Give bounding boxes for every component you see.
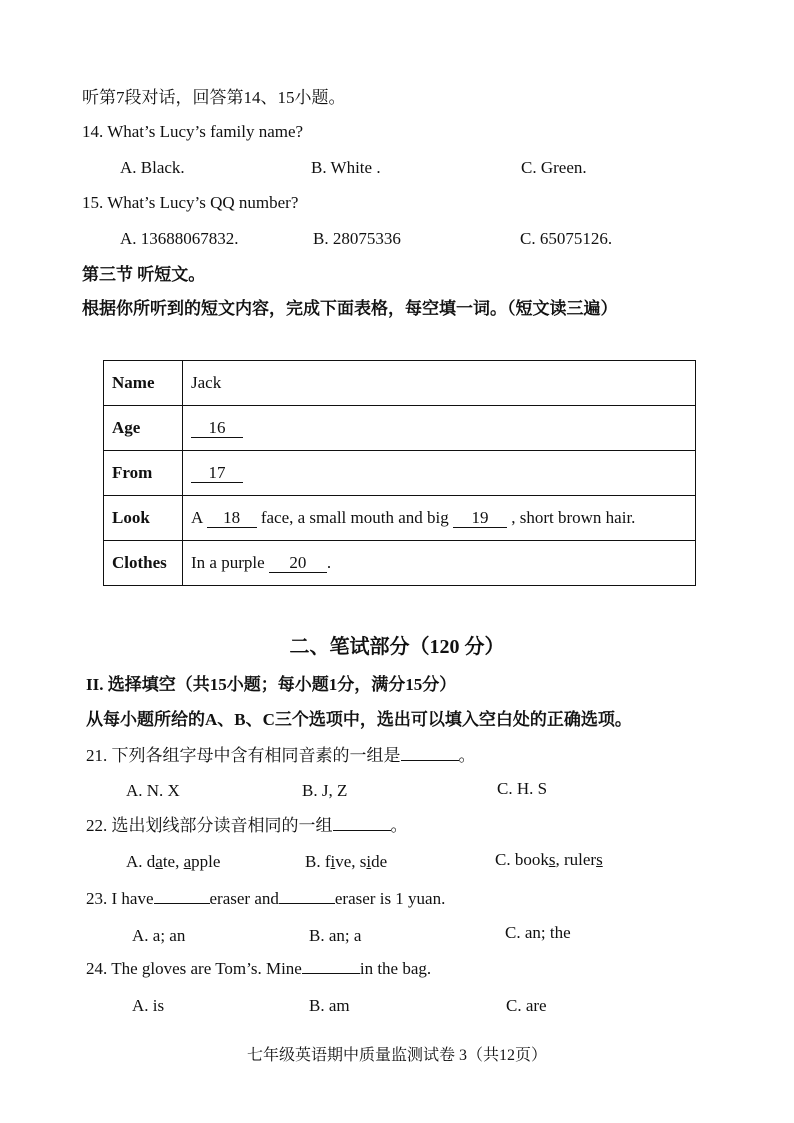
question-24-option-b: B. am <box>309 996 350 1015</box>
table-row <box>104 406 696 451</box>
question-22-text <box>86 815 408 837</box>
question-22-option-a <box>126 851 220 873</box>
part3-title: 第三节 听短文。 <box>82 265 206 284</box>
question-15-text: 15. What’s Lucy’s QQ number? <box>82 193 299 212</box>
question-22-option-b <box>305 851 387 873</box>
answer-blank <box>333 830 391 831</box>
question-15-option-b: B. 28075336 <box>313 229 401 248</box>
blank-16: 16 <box>191 419 243 438</box>
question-23-stem-end: eraser is 1 yuan. <box>334 889 446 908</box>
part3-instructions: 根据你所听到的短文内容，完成下面表格，每空填一词。（短文读三遍） <box>82 299 618 318</box>
table-key-name: Name <box>104 361 183 406</box>
blank-17: 17 <box>191 464 243 483</box>
question-24-option-c: C. are <box>506 996 547 1015</box>
underlined-letter: s <box>596 850 603 869</box>
option-text: te, <box>162 852 184 871</box>
table-value-look <box>183 496 696 541</box>
table-key-look: Look <box>104 496 183 541</box>
question-24-stem-end: in the bag. <box>359 959 432 978</box>
table-value-age <box>183 406 696 451</box>
underlined-letter: i <box>366 852 372 871</box>
question-23-option-a: A. a; an <box>132 926 186 945</box>
question-23-option-c: C. an; the <box>505 923 571 942</box>
question-24-text <box>86 958 431 980</box>
option-text: pple <box>191 852 221 871</box>
question-22-option-c <box>495 849 603 871</box>
look-text-end: , short brown hair. <box>506 508 636 527</box>
option-text: B. f <box>305 852 331 871</box>
question-24-option-a: A. is <box>132 996 165 1015</box>
question-14-option-c: C. Green. <box>521 158 587 177</box>
question-15-option-a: A. 13688067832. <box>120 229 239 248</box>
look-text-middle: face, a small mouth and big <box>256 508 453 527</box>
table-key-clothes: Clothes <box>104 541 183 586</box>
question-14-option-a: A. Black. <box>120 158 185 177</box>
option-text: ve, s <box>335 852 367 871</box>
question-21-option-c: C. H. S <box>497 779 548 798</box>
underlined-letter: i <box>330 852 336 871</box>
question-21-end: 。 <box>458 746 476 765</box>
clothes-text-end: . <box>326 553 332 572</box>
option-text: A. d <box>126 852 156 871</box>
question-14-text: 14. What’s Lucy’s family name? <box>82 122 304 141</box>
question-23-option-b: B. an; a <box>309 926 362 945</box>
question-22-end: 。 <box>390 816 408 835</box>
question-14-option-b: B. White . <box>311 158 381 177</box>
table-value-from <box>183 451 696 496</box>
part-ii-instructions: 从每小题所给的A、B、C三个选项中，选出可以填入空白处的正确选项。 <box>86 710 632 729</box>
blank-19: 19 <box>453 509 507 528</box>
clothes-text-start: In a purple <box>191 553 269 572</box>
option-text: C. book <box>495 850 549 869</box>
underlined-letter: s <box>548 850 556 869</box>
question-21-option-b: B. J, Z <box>302 781 348 800</box>
page-footer: 七年级英语期中质量监测试卷 3（共12页） <box>246 1047 547 1064</box>
question-24-stem-start: 24. The gloves are Tom’s. Mine <box>86 959 302 978</box>
question-21-option-a: A. N. X <box>126 781 180 800</box>
underlined-letter: a <box>155 852 163 871</box>
question-23-stem-middle: eraser and <box>209 889 279 908</box>
table-value-name: Jack <box>183 361 696 406</box>
part-ii-title: II. 选择填空（共15小题；每小题1分，满分15分） <box>86 675 457 694</box>
question-23-stem-start: 23. I have <box>86 889 154 908</box>
section-2-title: 二、笔试部分（120 分） <box>289 636 505 658</box>
table-row <box>104 496 696 541</box>
question-21-text <box>86 745 476 767</box>
option-text: , ruler <box>555 850 597 869</box>
question-22-stem: 22. 选出划线部分读音相同的一组 <box>86 816 333 835</box>
question-15-option-c: C. 65075126. <box>520 229 613 248</box>
look-text-start: A <box>191 508 207 527</box>
blank-20: 20 <box>269 554 327 573</box>
table-row <box>104 451 696 496</box>
answer-blank <box>302 973 360 974</box>
table-key-age: Age <box>104 406 183 451</box>
question-21-stem: 21. 下列各组字母中含有相同音素的一组是 <box>86 746 401 765</box>
answer-blank <box>279 903 335 904</box>
answer-blank <box>401 760 459 761</box>
table-row <box>104 361 696 406</box>
table-row <box>104 541 696 586</box>
underlined-letter: a <box>183 852 192 871</box>
table-value-clothes <box>183 541 696 586</box>
blank-18: 18 <box>207 509 257 528</box>
option-text: de <box>371 852 388 871</box>
dialogue-7-intro: 听第7段对话，回答第14、15小题。 <box>82 88 346 107</box>
question-23-text <box>86 888 445 910</box>
answer-blank <box>154 903 210 904</box>
table-key-from: From <box>104 451 183 496</box>
info-table <box>103 360 696 586</box>
